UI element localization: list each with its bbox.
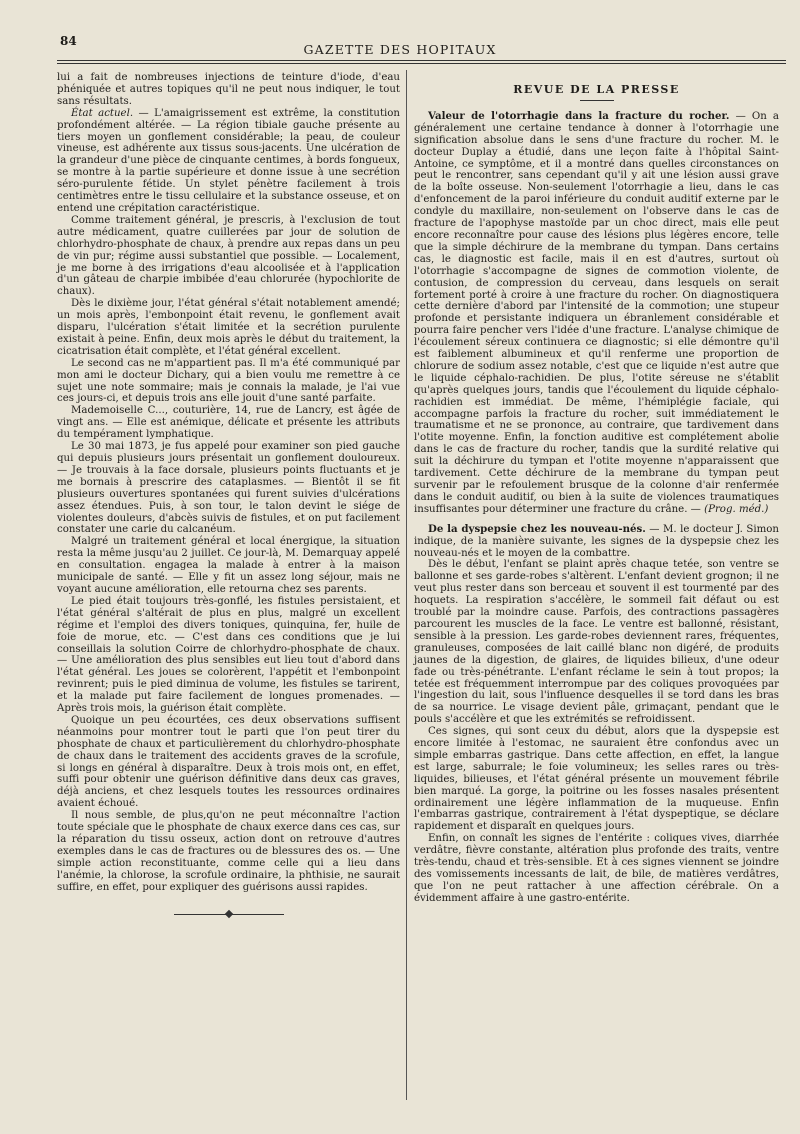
- running-title: GAZETTE DES HOPITAUX: [303, 42, 497, 57]
- header-rule: [57, 60, 786, 61]
- article-text: — On a généralement une certaine tendance à donner à l'otorrhagie une signification absolue dans le sens d'une fracture du rocher. M. le docteur Duplay a étudié, dans une leçon faite à l'hôpital Saint-Antoine, ce symptôme, et il a montré dans quelles circonstances on peut le rencontrer, sans cependant qu'il y ait une lésion aussi grave de la boîte osseuse. Non-seulement l'otorrhagie a lieu, dans le cas d'enfoncement de la paroi inférieure du conduit auditif externe par le condyle du maxillaire, non-seulement on l'observe dans le cas de fracture de l'apophyse mastoïde par un choc direct, mais elle peut encore reconnaître pour cause des lésions plus légères encore, telle que la simple déchirure de la membrane du tympan. Dans certains cas, le diagnostic est facile, mais il en est d'autres, surtout où l'otorrhagie s'accompagne de signes de commotion violente, de contusion, de compression du cerveau, dans lesquels on serait fortement porté à croire à une fracture du rocher. On diagnostiquera cette dernière d'abord par l'intensité de la commotion; une stupeur profonde et persistante indiquera un ébranlement considérable et pourra faire pencher vers l'idée d'une fracture. L'analyse chimique de l'écoulement séreux continuera ce diagnostic; si elle démontre qu'il est faiblement albumineux et qu'il renferme une proportion de chlorure de sodium assez notable, c'est que ce liquide n'est autre que le liquide céphalo-rachidien. De plus, l'otite séreuse ne s'établit qu'après quelques jours, tandis que l'écoulement du liquide céphalo-rachidien est immédiat. De même, l'hémiplégie faciale, qui accompagne parfois la fracture du rocher, suit immédiatement le traumatisme et ne se prononce, au contraire, que tardivement dans l'otite moyenne. Enfin, la fonction auditive est complétement abolie dans le cas de fracture du rocher, tandis que la surdité relative qui suit la déchirure du tympan et l'otite moyenne n'apparaissent que tardivement. Cette déchirure de la membrane du tympan peut survenir par le refoulement brusque de la colonne d'air renfermée dans le conduit auditif, ou bien à la suite de violences traumatiques insuffisantes pour déterminer une fracture du crâne. —: [414, 110, 780, 515]
- article-text: — M. le docteur J. Simon indique, de la manière suivante, les signes de la dyspepsie chez les nouveau-nés et le moyen de la combattre.: [414, 523, 779, 559]
- article-source: (Prog. méd.): [704, 503, 769, 515]
- paragraph: lui a fait de nombreuses injections de teinture d'iode, d'eau phéniquée et autres topiques qu'il ne peut nous indiquer, le tout sans résultats.: [57, 72, 400, 107]
- left-column: [57, 72, 400, 918]
- article-paragraph: Ces signes, qui sont ceux du début, alors que la dyspepsie est encore limitée à l'estomac, ne sauraient être confondus avec un simple embarras gastrique. Dans cette affection, en effet, la langue est large, saburrale; le foie volumineux; les selles rares ou très-liquides, bilieuses, et l'état général présente un mouvement fébrile bien marqué. La gorge, la poitrine ou les fosses nasales présentent ordinairement une légère inflammation de la muqueuse. Enfin l'embarras gastrique, contrairement à l'état dyspeptique, se déclare rapidement et disparaît en quelques jours.: [414, 726, 779, 833]
- paragraph: Malgré un traitement général et local énergique, la situation resta la même jusqu'au 2 juillet. Ce jour-là, M. Demarquay appelé en consultation. engagea la malade à entrer à la maison municipale de santé. — Elle y fit un assez long séjour, mais ne voyant aucune amélioration, elle retourna chez ses parents.: [57, 536, 400, 595]
- header-rule-double: [57, 63, 786, 64]
- article-title: Valeur de l'otorrhagie dans la fracture du rocher.: [428, 109, 730, 122]
- article-paragraph: [414, 111, 779, 516]
- right-column: [414, 72, 779, 905]
- article-paragraph: [414, 524, 779, 560]
- end-ornament: [174, 910, 284, 918]
- paragraph-text: — L'amaigrissement est extrême, la constitution profondément altérée. — La région tibiale gauche présente au tiers moyen un gonflement considérable; la peau, de couleur vineuse, est adhérente aux tissus sous-jacents. Une ulcération de la grandeur d'une pièce de cinquante centimes, à bords fongueux, se montre à la partie supérieure et donne issue à une secrétion séro-purulente fétide. Un stylet pénètre facilement à trois centimètres entre le tissu cellulaire et la substance osseuse, et on entend une crépitation caractéristique.: [57, 107, 400, 214]
- section-rule: [580, 100, 614, 101]
- paragraph: Dès le dixième jour, l'état général s'était notablement amendé; un mois après, l'embonpoint était revenu, le gonflement avait disparu, l'ulcération s'était limitée et la secrétion purulente existait à peine. Enfin, deux mois après le début du traitement, la cicatrisation était complète, et l'état général excellent.: [57, 298, 400, 357]
- paragraph: Quoique un peu écourtées, ces deux observations suffisent néanmoins pour montrer tout le parti que l'on peut tirer du phosphate de chaux et particulièrement du chlorhydro-phosphate de chaux dans le traitement des accidents graves de la scrofule, si longs en général à disparaître. Deux à trois mois ont, en effet, suffi pour obtenir une guérison définitive dans deux cas graves, déjà anciens, et chez lesquels toutes les ressources ordinaires avaient échoué.: [57, 714, 400, 810]
- paragraph: Mademoiselle C..., couturière, 14, rue de Lancry, est âgée de vingt ans. — Elle est anémique, délicate et présente les attributs du tempérament lymphatique.: [57, 405, 400, 441]
- paragraph: Le 30 mai 1873, je fus appelé pour examiner son pied gauche qui depuis plusieurs jours présentait un gonflement douloureux. — Je trouvais à la face dorsale, plusieurs points fluctuants et je me bornais à prescrire des cataplasmes. — Bientôt il se fit plusieurs ouvertures spontanées qui furent suivies d'ulcérations assez étendues. Puis, à son tour, le talon devint le siége de violentes douleurs, d'abcès suivis de fistules, et on put facilement constater une carie du calcanéum.: [57, 441, 400, 536]
- section-title: REVUE DE LA PRESSE: [513, 83, 680, 96]
- page-number: 84: [60, 34, 77, 48]
- article-paragraph: Enfin, on connaît les signes de l'entérite : coliques vives, diarrhée verdâtre, fièvre constante, altération plus profonde des traits, ventre très-tendu, chaud et très-sensible. Et à ces signes viennent se joindre des vomissements incessants de lait, de bile, de matières verdâtres, que l'on ne peut rattacher à une affection cérébrale. On a évidemment affaire à une gastro-entérite.: [414, 833, 779, 904]
- paragraph: Le pied était toujours très-gonflé, les fistules persistaient, et l'état général s'altérait de plus en plus, malgré un excellent régime et l'emploi des divers toniques, quinquina, fer, huile de foie de morue, etc. — C'est dans ces conditions que je lui conseillais la solution Coirre de chlorhydro-phosphate de chaux. — Une amélioration des plus sensibles eut lieu tout d'abord dans l'état général. Les joues se colorèrent, l'appétit et l'embonpoint revinrent; puis le pied diminua de volume, les fistules se tarirent, et la malade put faire facilement de longues promenades. — Après trois mois, la guérison était complète.: [57, 595, 400, 715]
- paragraph: [57, 108, 400, 215]
- column-divider: [406, 70, 407, 1100]
- article-paragraph: Dès le début, l'enfant se plaint après chaque tetée, son ventre se ballonne et ses garde-robes s'altèrent. L'enfant devient grognon; il ne veut plus rester dans son berceau et souvent il est tourmenté par des hoquets. La respiration s'accélère, le sommeil fait défaut ou est troublé par la moindre cause. Parfois, des contractions passagères parcourent les muscles de la face. Le ventre est ballonné, résistant, sensible à la pression. Les garde-robes deviennent rares, fréquentes, granuleuses, composées de lait caillé blanc non digéré, de produits jaunes de la digestion, de glaires, de liquides bilieux, d'une odeur fade ou très-pénétrante. L'enfant réclame le sein à tout propos; la tetée est fréquemment interrompue par des coliques provoquées par l'ingestion du lait, sous l'influence desquelles il se tord dans les bras de sa nourrice. Le visage devient pâle, grimaçant, pendant que le pouls s'accélère et que les extrémités se refroidissent.: [414, 559, 779, 726]
- paragraph: Comme traitement général, je prescris, à l'exclusion de tout autre médicament, quatre cuillerées par jour de solution de chlorhydro-phosphate de chaux, à prendre aux repas dans un peu de vin pur; régime aussi substantiel que possible. — Localement, je me borne à des irrigations d'eau alcoolisée et à l'application d'un gâteau de charpie imbibée d'eau chlorurée (hypochlorite de chaux).: [57, 214, 400, 298]
- paragraph: Le second cas ne m'appartient pas. Il m'a été communiqué par mon ami le docteur Dichary, qui a bien voulu me remettre à ce sujet une note sommaire; mais je connais la malade, je l'ai vue ces jours-ci, et depuis trois ans elle jouit d'une santé parfaite.: [57, 357, 400, 405]
- paragraph: Il nous semble, de plus,qu'on ne peut méconnaître l'action toute spéciale que le phosphate de chaux exerce dans ces cas, sur la réparation du tissu osseux, action dont on retrouve d'autres exemples dans le cas de fractures ou de blessures des os. — Une simple action reconstituante, comme celle qui a lieu dans l'anémie, la chlorose, la scrofule ordinaire, la phthisie, ne saurait suffire, en effet, pour expliquer des guérisons aussi rapides.: [57, 810, 400, 893]
- paragraph-lead: État actuel.: [71, 107, 134, 119]
- article-title: De la dyspepsie chez les nouveau-nés.: [428, 522, 646, 535]
